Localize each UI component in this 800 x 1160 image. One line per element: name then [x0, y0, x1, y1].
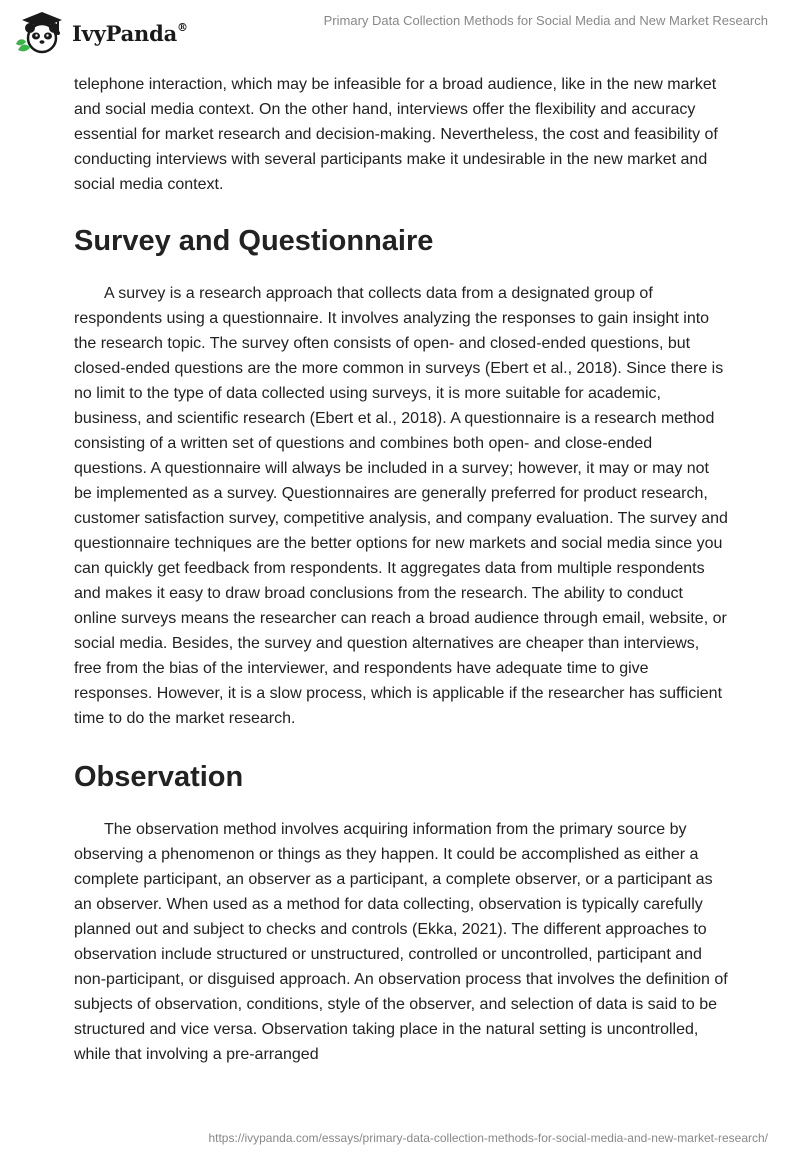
- intro-paragraph: telephone interaction, which may be infeasible for a broad audience, like in the new market and social media context. On the other hand, interviews offer the flexibility and accuracy essential for market research and decision-making. Nevertheless, the cost and feasibility of conducting interviews with several participants make it undesirable in the new market and social media context.: [74, 76, 718, 193]
- essay-content: [74, 72, 728, 1067]
- ivypanda-logo[interactable]: [14, 10, 188, 56]
- brand-name: [72, 21, 188, 46]
- footer-url[interactable]: https://ivypanda.com/essays/primary-data-collection-methods-for-social-media-and-new-market-research/: [208, 1131, 768, 1145]
- panda-graduate-logo-icon: [14, 10, 66, 56]
- page-header: [0, 0, 800, 68]
- brand-text: IvyPanda: [72, 20, 178, 46]
- observation-paragraph: The observation method involves acquiring information from the primary source by observing a phenomenon or things as they happen. It could be accomplished as either a complete participant, an observer as a participant, a complete observer, or a participant as an observer. When used as a method for data collecting, observation is typically carefully planned out and subject to checks and controls (Ekka, 2021). The different approaches to observation include structured or unstructured, controlled or uncontrolled, participant and non-participant, or disguised approach. An observation process that involves the definition of subjects of observation, conditions, style of the observer, and selection of data is said to be structured and vice versa. Observation taking place in the natural setting is uncontrolled, while that involving a pre-arranged: [74, 821, 728, 1063]
- running-title: Primary Data Collection Methods for Social Media and New Market Research: [323, 13, 768, 28]
- section-heading-survey: Survey and Questionnaire: [74, 225, 434, 257]
- survey-paragraph: A survey is a research approach that collects data from a designated group of respondents using a questionnaire. It involves analyzing the responses to gain insight into the research topic. The survey often consists of open- and closed-ended questions, but closed-ended questions are the more common in surveys (Ebert et al., 2018). Since there is no limit to the type of data collected using surveys, it is more suitable for academic, business, and scientific research (Ebert et al., 2018). A questionnaire is a research method consisting of a written set of questions and combines both open- and close-ended questions. A questionnaire will always be included in a survey; however, it may or may not be implemented as a survey. Questionnaires are generally preferred for product research, customer satisfaction survey, competitive analysis, and company evaluation. The survey and questionnaire techniques are the better options for new markets and social media since you can quickly get feedback from respondents. It aggregates data from multiple respondents and makes it easy to draw broad conclusions from the research. The ability to conduct online surveys means the researcher can reach a broad audience through email, website, or social media. Besides, the survey and question alternatives are cheaper than interviews, free from the bias of the interviewer, and respondents have adequate time to give responses. However, it is a slow process, which is applicable if the researcher has sufficient time to do the market research.: [74, 285, 728, 727]
- section-heading-observation: Observation: [74, 761, 244, 793]
- registered-mark: ®: [177, 20, 188, 34]
